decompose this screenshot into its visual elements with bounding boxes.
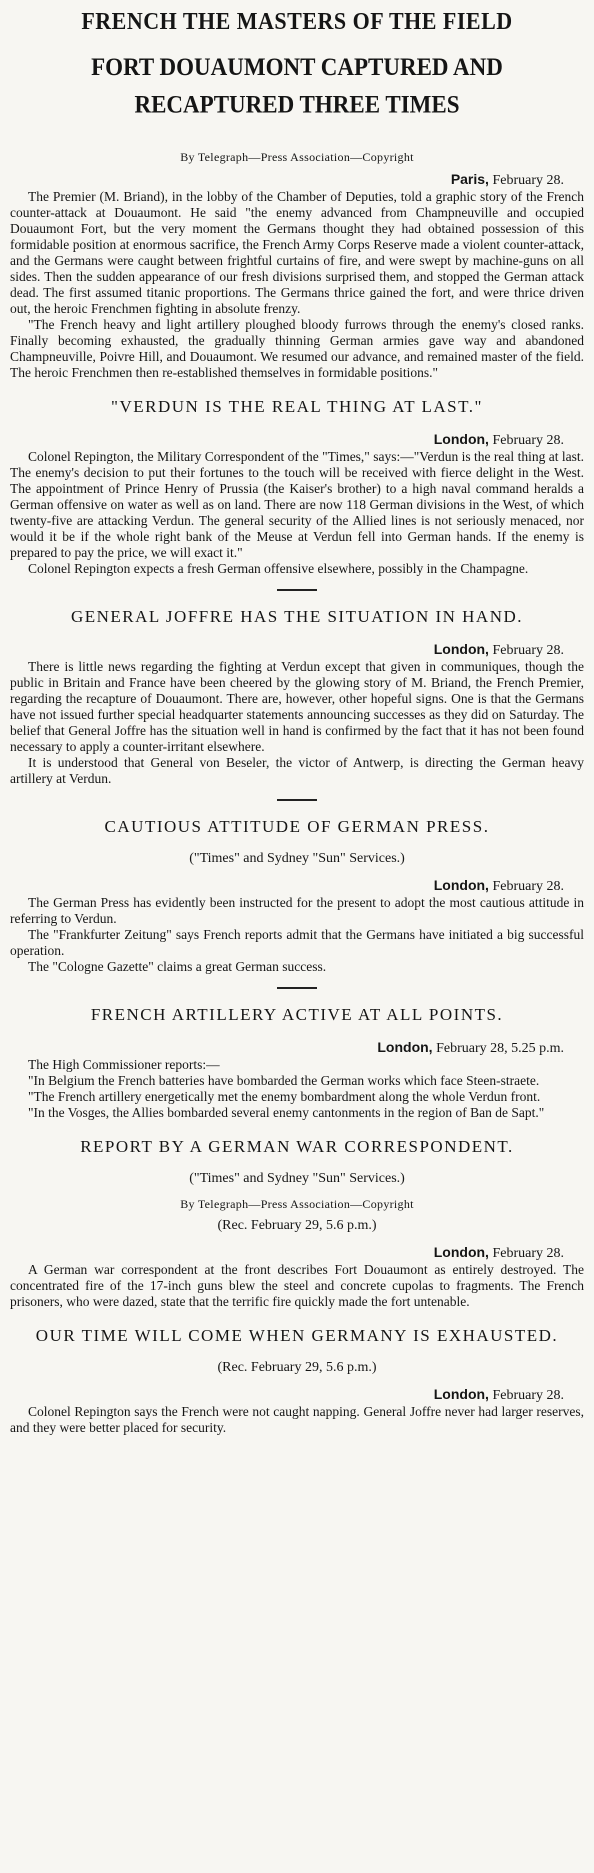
section-paragraph: A German war correspondent at the front describes Fort Douaumont as entirely destroyed. The concentrated fire of the 17-inch guns blew the steel and concrete cupolas to fragments. The French prisoners, who were dazed, state that the terrific fire quickly made the fort untenable.: [10, 1262, 584, 1309]
section-paragraph: The High Commissioner reports:—: [28, 1057, 220, 1072]
dateline-date: February 28.: [492, 643, 564, 658]
dateline-date: February 28.: [492, 879, 564, 894]
section-paragraph: "In the Vosges, the Allies bombarded several enemy cantonments in the region of Ban de Sapt.": [28, 1105, 545, 1120]
divider-rule: [277, 987, 317, 989]
services-note: ("Times" and Sydney "Sun" Services.): [189, 1171, 405, 1186]
section-paragraph: "The French artillery energetically met the enemy bombardment along the whole Verdun front.: [28, 1089, 541, 1104]
dateline-date: February 28.: [492, 433, 564, 448]
section-paragraph: It is understood that General von Beseler, the victor of Antwerp, is directing the German heavy artillery at Verdun.: [10, 755, 584, 786]
main-headline: FORT DOUAUMONT CAPTURED AND RECAPTURED THREE TIMES: [91, 53, 503, 118]
dateline-lead: [10, 171, 564, 189]
section-dateline: [10, 641, 564, 659]
dateline-place: London,: [433, 1386, 489, 1402]
section-title: "VERDUN IS THE REAL THING AT LAST.": [111, 397, 483, 416]
dateline-place: London,: [433, 431, 489, 447]
dateline-date: February 28.: [492, 173, 564, 188]
dateline-place: London,: [433, 641, 489, 657]
section-dateline: [10, 877, 564, 895]
dateline-place: London,: [433, 1244, 489, 1260]
services-note: ("Times" and Sydney "Sun" Services.): [189, 851, 405, 866]
section-paragraph: The "Cologne Gazette" claims a great German success.: [28, 959, 327, 974]
dateline-place: Paris,: [450, 171, 489, 187]
received-note: (Rec. February 29, 5.6 p.m.): [217, 1218, 377, 1233]
section-paragraph: The German Press has evidently been instructed for the present to adopt the most cautious attitude in referring to Verdun.: [10, 895, 584, 926]
section-dateline: [10, 1386, 564, 1404]
received-note: (Rec. February 29, 5.6 p.m.): [217, 1360, 377, 1375]
dateline-date: February 28.: [492, 1246, 564, 1261]
lead-paragraph: "The French heavy and light artillery ploughed bloody furrows through the enemy's closed ranks. Finally becoming exhausted, the gradually thinning German armies gave way and abandoned Champneuville, Poivre Hill, and Douaumont. We resumed our advance, and remained master of the field. The heroic Frenchmen then re-established themselves in formidable positions.": [10, 317, 584, 380]
section-title: REPORT BY A GERMAN WAR CORRESPONDENT.: [80, 1137, 514, 1156]
section-dateline: [10, 1039, 564, 1057]
kicker-headline: FRENCH THE MASTERS OF THE FIELD: [81, 6, 513, 35]
divider-rule: [277, 799, 317, 801]
section-paragraph: Colonel Repington expects a fresh German offensive elsewhere, possibly in the Champagne.: [28, 561, 529, 576]
dateline-date: February 28, 5.25 p.m.: [436, 1041, 564, 1056]
dateline-place: London,: [377, 1039, 433, 1055]
lead-paragraph: The Premier (M. Briand), in the lobby of the Chamber of Deputies, told a graphic story of the French counter-attack at Douaumont. He said "the enemy advanced from Champneuville and occupied Douaumont Fort, but the very moment the Germans thought they had obtained possession of this formidable position at enormous sacrifice, the French Army Corps Reserve made a violent counter-attack, and the Germans were caught between frightful curtains of fire, and were swept by machine-guns on all sides. Then the sudden appearance of our fresh divisions surprised them, and stopped the German attack dead. The first assumed titanic proportions. The Germans thrice gained the fort, and were thrice driven out, the heroic Frenchmen fighting in absolute frenzy.: [10, 189, 584, 316]
section-dateline: [10, 431, 564, 449]
section-title: CAUTIOUS ATTITUDE OF GERMAN PRESS.: [104, 817, 490, 836]
section-title: OUR TIME WILL COME WHEN GERMANY IS EXHAUSTED.: [35, 1326, 559, 1345]
section-paragraph: Colonel Repington says the French were not caught napping. General Joffre never had larger reserves, and they were better placed for security.: [10, 1404, 584, 1435]
section-paragraph: Colonel Repington, the Military Correspondent of the "Times," says:—"Verdun is the real thing at last. The enemy's decision to put their fortunes to the touch will be received with fierce delight in the West. The appointment of Prince Henry of Prussia (the Kaiser's brother) to a high naval command heralds a German offensive on water as well as on land. There are now 118 German divisions in the West, of which twenty-five are attacking Verdun. The general security of the Allied lines is not seriously menaced, nor would it be if the whole right bank of the Meuse at Verdun fell into German hands. If the enemy is prepared to pay the price, we will exact it.": [10, 449, 584, 560]
section-title: GENERAL JOFFRE HAS THE SITUATION IN HAND.: [70, 607, 524, 626]
byline: By Telegraph—Press Association—Copyright: [180, 150, 414, 164]
section-paragraph: There is little news regarding the fighting at Verdun except that given in communiques, though the public in Britain and France have been cheered by the glowing story of M. Briand, the French Premier, regarding the recapture of Douaumont. There are, however, other hopeful signs. One is that the Germans have not issued further special headquarter statements announcing successes as they did on Saturday. The belief that General Joffre has the situation well in hand is confirmed by the fact that it has not been found necessary to apply a counter-irritant elsewhere.: [10, 659, 584, 754]
section-title: FRENCH ARTILLERY ACTIVE AT ALL POINTS.: [90, 1005, 504, 1024]
divider-rule: [277, 589, 317, 591]
section-paragraph: "In Belgium the French batteries have bombarded the German works which face Steen-straete.: [28, 1073, 540, 1088]
dateline-place: London,: [433, 877, 489, 893]
byline: By Telegraph—Press Association—Copyright: [180, 1197, 414, 1211]
section-dateline: [10, 1244, 564, 1262]
section-paragraph: The "Frankfurter Zeitung" says French reports admit that the Germans have initiated a big successful operation.: [10, 927, 584, 958]
dateline-date: February 28.: [492, 1388, 564, 1403]
